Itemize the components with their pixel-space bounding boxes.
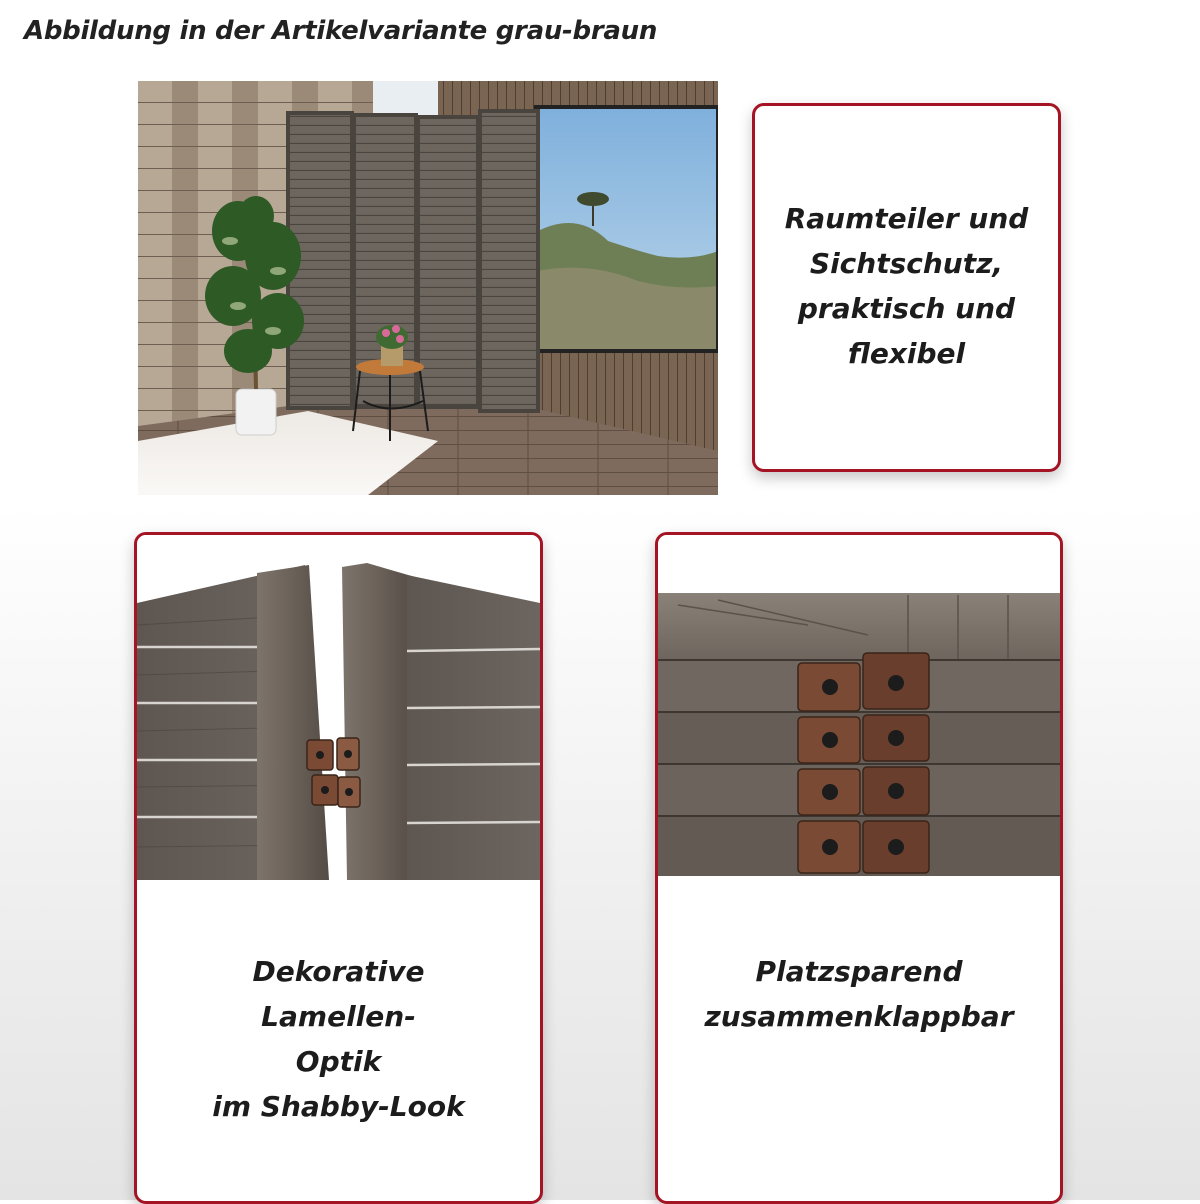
scene-photo	[138, 81, 718, 495]
feature-card-folding	[655, 532, 1063, 1204]
room-divider-scene-image	[138, 81, 718, 495]
room-divider-text: Raumteiler und Sichtschutz, praktisch und flexibel	[784, 202, 1029, 370]
header-caption: Abbildung in der Artikelvariante grau-braun	[24, 16, 658, 46]
folding-detail-photo	[658, 535, 1060, 900]
folding-text: Platzsparend zusammenklappbar	[704, 955, 1014, 1033]
slats-detail-photo	[137, 535, 540, 880]
feature-card-slats	[134, 532, 543, 1204]
feature-card-room-divider	[752, 103, 1061, 472]
slats-text: Dekorative Lamellen- Optik im Shabby-Look	[212, 955, 465, 1123]
